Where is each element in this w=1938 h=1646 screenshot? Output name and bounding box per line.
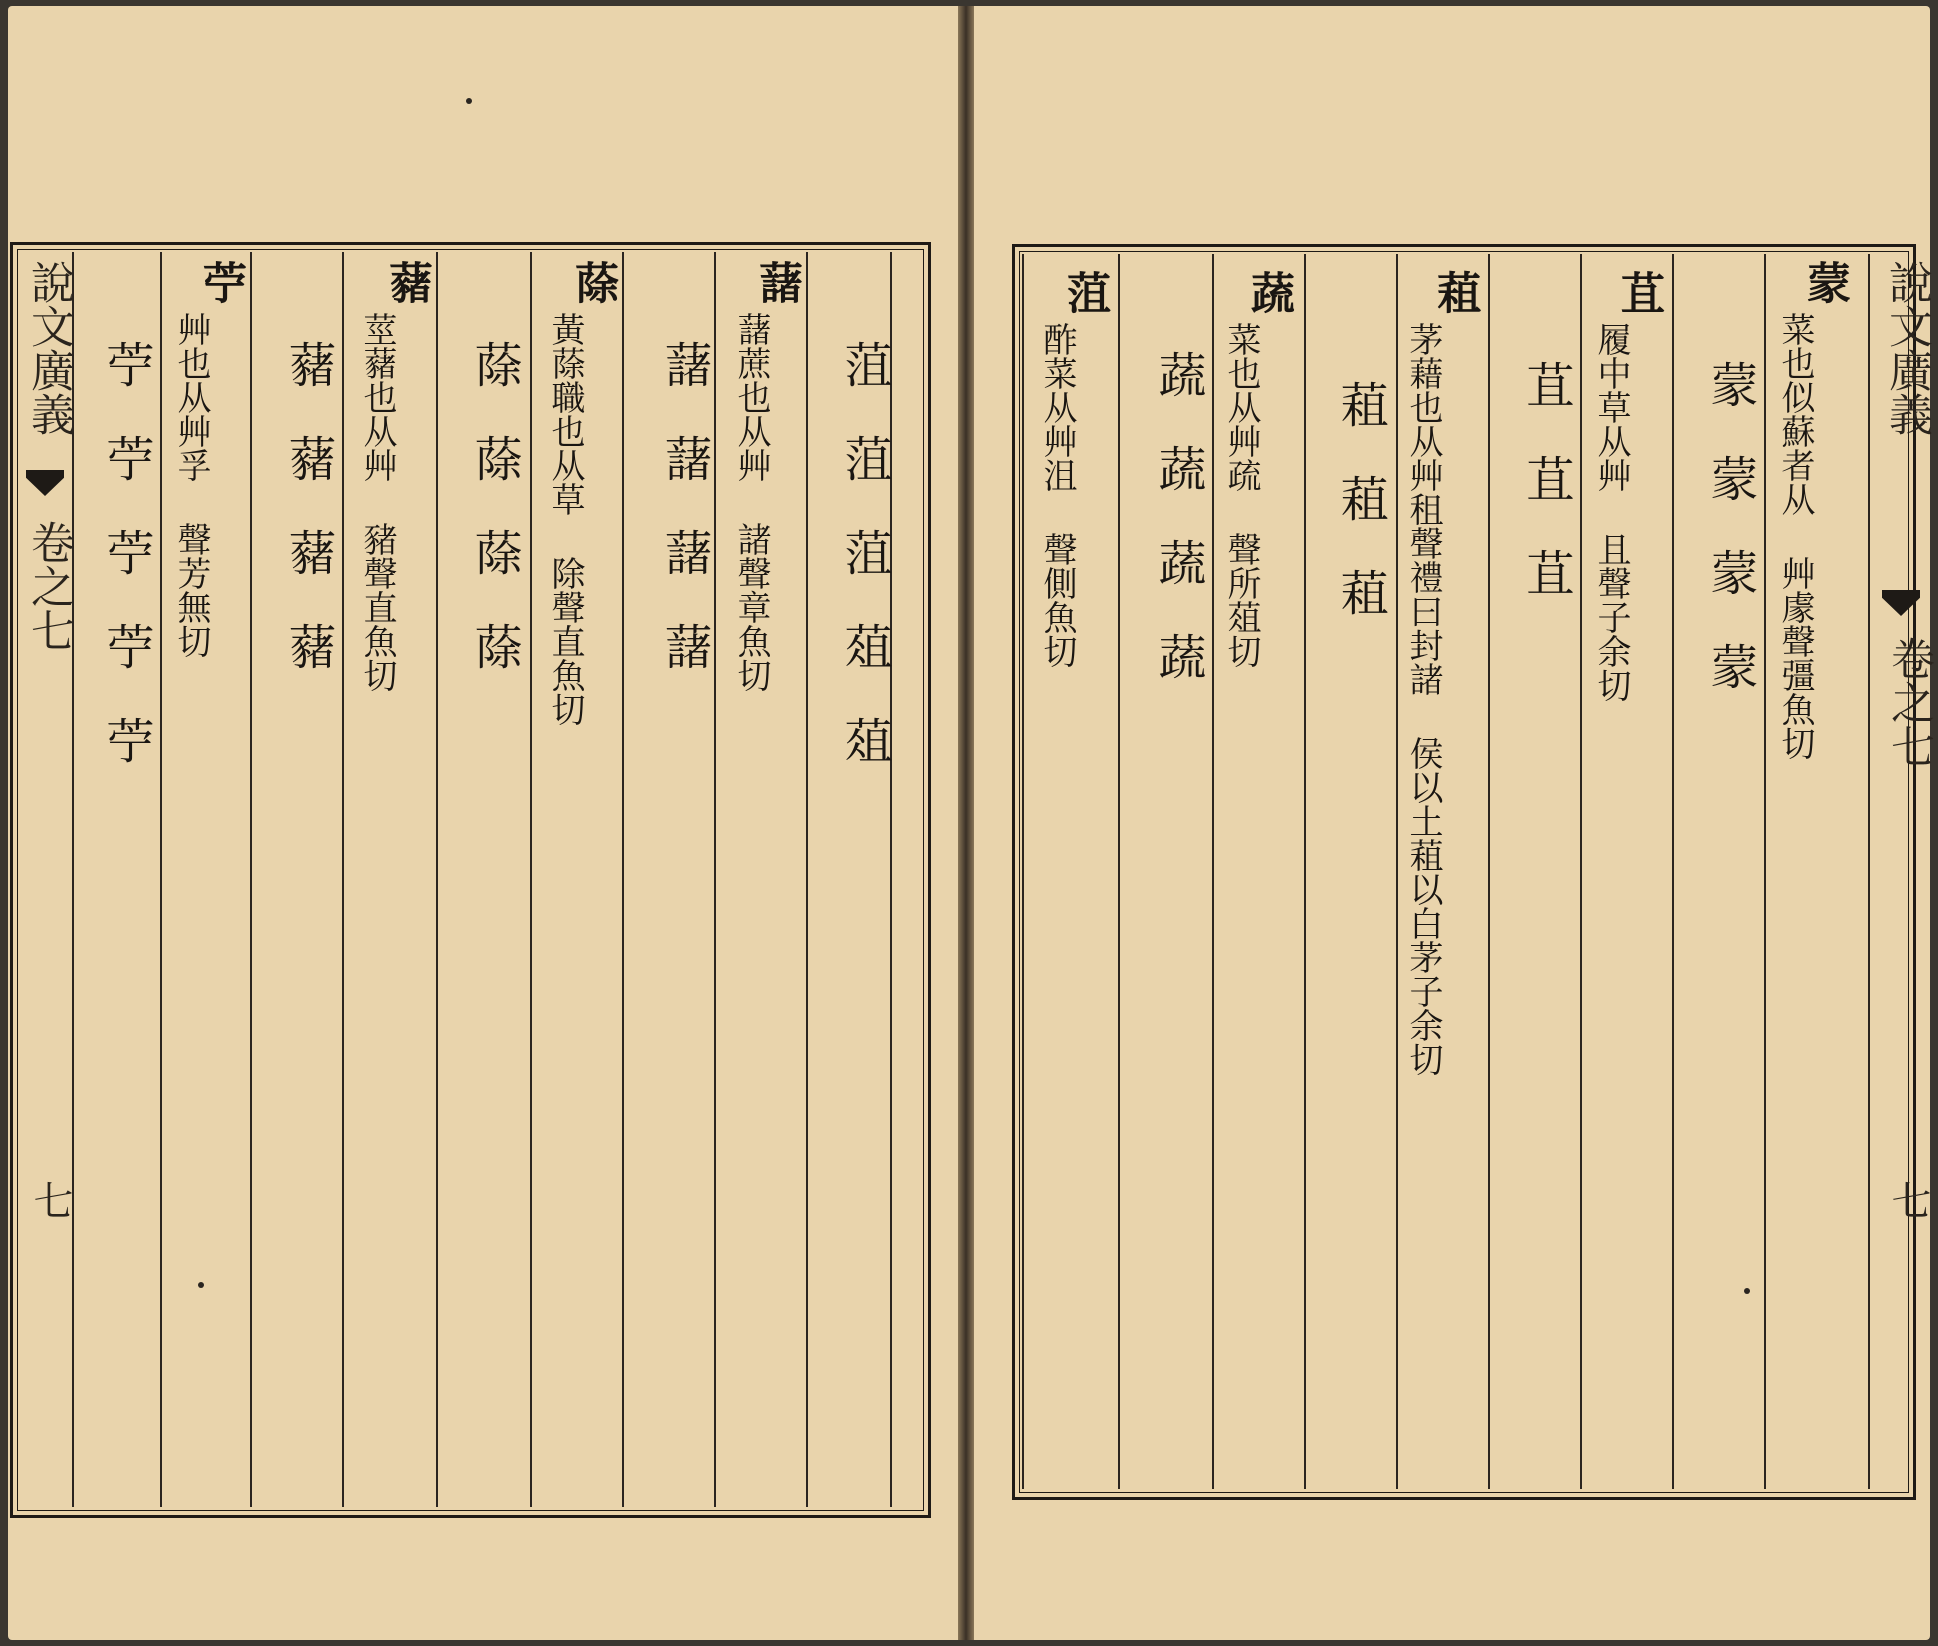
seal-script-variants: 菹菹菹葅葅 [836,340,892,810]
column-rule [1488,254,1490,1489]
headword: 蒢 [567,260,618,304]
column-rule [1022,254,1024,1489]
headword: 苴 [1613,270,1664,314]
gloss-text: 莖藸也从艸 豬聲直魚切 [357,312,397,692]
seal-script-variants: 蒢蒢蒢蒢 [466,340,522,716]
paper-speck [198,1282,204,1288]
column-rule [436,252,438,1507]
seal-script-variants: 苧苧苧苧苧 [98,340,154,810]
seal-script-variants: 藷藷藷藷 [656,340,712,716]
paper-speck [466,98,472,104]
margin-volume: 卷之七 [1883,636,1934,768]
column-rule [1396,254,1398,1489]
column-rule [530,252,532,1507]
headword: 蔬 [1243,270,1294,314]
gloss-text: 茅藉也从艸租聲禮曰封諸 侯以土蒩以白茅子余切 [1403,322,1443,1076]
seal-script-variants: 蒙蒙蒙蒙 [1702,360,1758,736]
gloss-text: 黃蒢職也从草 除聲直魚切 [545,312,585,726]
headword: 蒙 [1799,260,1850,304]
seal-script-variants: 蒩蒩蒩 [1332,380,1388,662]
headword: 菹 [1059,270,1110,314]
gloss-text: 艸也从艸孚 聲芳無切 [171,312,211,658]
gloss-text: 菜也似蘇者从 艸豦聲彊魚切 [1775,312,1815,760]
headword: 蒩 [1429,270,1480,314]
column-rule [250,252,252,1507]
column-rule [806,252,808,1507]
headword: 苧 [195,260,246,304]
book-gutter [958,6,974,1640]
seal-script-variants: 苴苴苴 [1518,360,1574,642]
column-rule [1672,254,1674,1489]
column-rule [622,252,624,1507]
seal-script-variants: 藸藸藸藸 [280,340,336,716]
gloss-text: 履中草从艸 且聲子余切 [1591,322,1631,702]
gloss-text: 藷蔗也从艸 諸聲章魚切 [731,312,771,692]
margin-book-title: 說文廣義 [23,260,74,436]
folio-number: 七 [1885,1180,1931,1220]
headword: 藷 [751,260,802,304]
paper-speck [1744,1288,1750,1294]
margin-book-title: 說文廣義 [1881,260,1932,436]
column-rule [72,252,74,1507]
gloss-text: 酢菜从艸沮 聲側魚切 [1037,322,1077,668]
column-rule [1868,254,1870,1489]
margin-volume: 卷之七 [23,520,74,652]
folio-number: 七 [27,1180,73,1220]
gloss-text: 菜也从艸疏 聲所葅切 [1221,322,1261,668]
headword: 藸 [381,260,432,304]
column-rule [1118,254,1120,1489]
column-rule [1304,254,1306,1489]
seal-script-variants: 蔬蔬蔬蔬 [1150,350,1206,726]
